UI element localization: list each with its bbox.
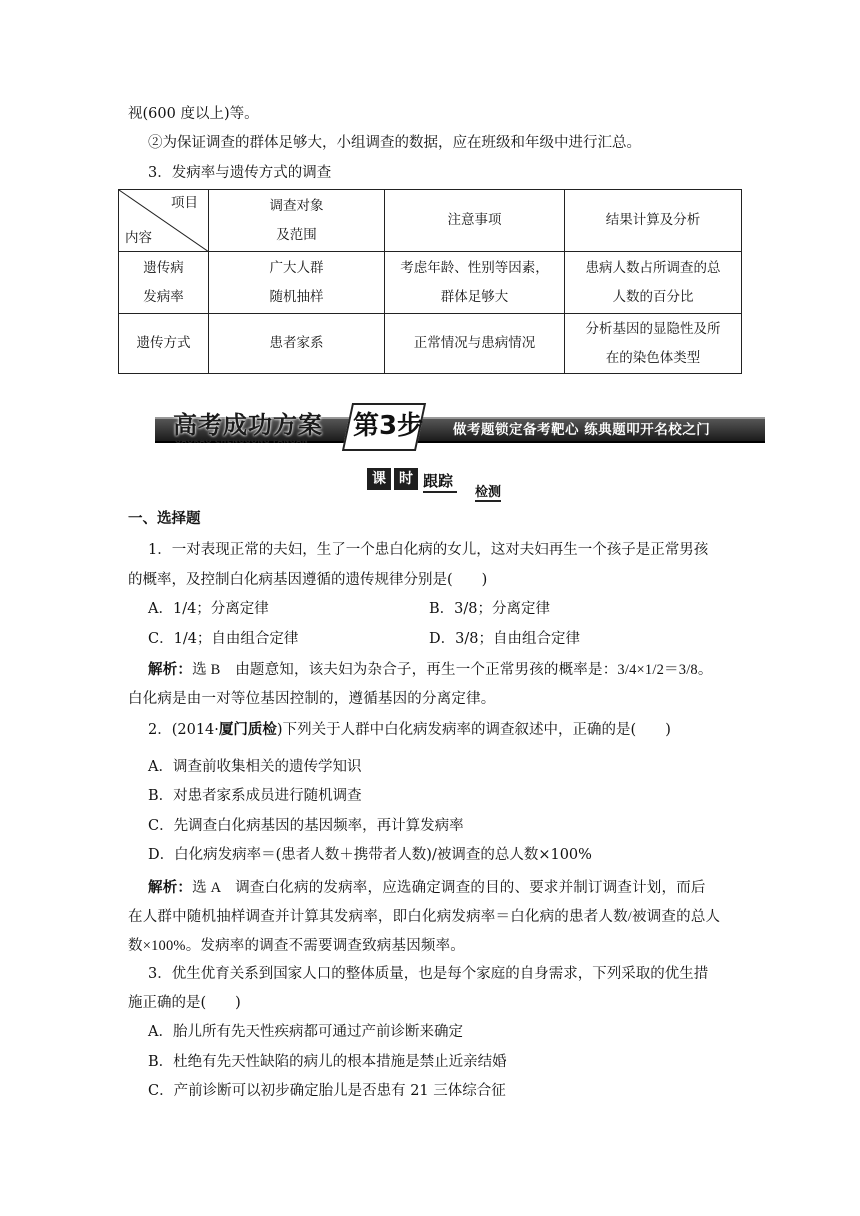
question-2-analysis-line: 在人群中随机抽样调查并计算其发病率，即白化病发病率＝白化病的患者人数/被调查的总人 <box>128 909 721 925</box>
table-cell: 患者家系 <box>209 314 385 374</box>
table-corner-cell <box>119 190 209 252</box>
question-1-line: 的概率，及控制白化病基因遵循的遗传规律分别是( ) <box>128 572 488 588</box>
table-row <box>119 314 742 374</box>
table-header-cell: 结果计算及分析 <box>565 190 742 252</box>
table-header-cell <box>209 190 385 252</box>
badge-char: 课 <box>367 468 391 490</box>
question-3-line: 3．优生优育关系到国家人口的整体质量，也是每个家庭的自身需求，下列采取的优生措 <box>148 966 709 982</box>
cell-line: 群体足够大 <box>440 288 509 305</box>
table-cell <box>565 252 742 314</box>
section-title: 一、选择题 <box>128 510 201 527</box>
question-3-option-a: A．胎儿所有先天性疾病都可通过产前诊断来确定 <box>148 1024 463 1040</box>
paragraph-line: ②为保证调查的群体足够大，小组调查的数据，应在班级和年级中进行汇总。 <box>148 135 641 151</box>
table-cell <box>385 252 565 314</box>
banner-part-label: 第3步 <box>353 411 424 441</box>
question-1-line: 1．一对表现正常的夫妇，生了一个患白化病的女儿，这对夫妇再生一个孩子是正常男孩 <box>148 542 709 558</box>
question-3-line: 施正确的是( ) <box>128 995 241 1011</box>
table-cell <box>209 252 385 314</box>
question-3-option-c: C．产前诊断可以初步确定胎儿是否患有 21 三体综合征 <box>148 1083 506 1099</box>
cell-line: 人数的百分比 <box>612 288 694 305</box>
survey-table <box>118 189 742 374</box>
banner-slogan: 做考题锁定备考靶心 练典题叩开名校之门 <box>453 422 711 438</box>
table-cell <box>119 252 209 314</box>
header-line: 及范围 <box>276 226 317 243</box>
analysis-text: 选 A 调查白化病的发病率，应选确定调查的目的、要求并制订调查计划，而后 <box>192 880 706 896</box>
banner-title: 高考成功方案 <box>173 411 323 439</box>
section-banner <box>155 403 765 449</box>
question-2-option-a: A．调查前收集相关的遗传学知识 <box>148 759 362 775</box>
table-cell <box>565 314 742 374</box>
table-cell: 遗传方式 <box>119 314 209 374</box>
question-1-option-d: D．3/8；自由组合定律 <box>429 631 580 647</box>
cell-line: 广大人群 <box>269 259 324 276</box>
cell-line: 分析基因的显隐性及所 <box>585 320 721 337</box>
question-2-stem <box>148 720 671 740</box>
header-line: 调查对象 <box>269 197 324 214</box>
corner-bottom-label: 内容 <box>125 230 152 246</box>
question-1-analysis <box>148 658 713 679</box>
question-2-prefix: 2．(2014· <box>148 722 219 738</box>
section-heading: 3．发病率与遗传方式的调查 <box>148 165 332 181</box>
badge-test-label: 检测 <box>475 481 501 502</box>
analysis-label: 解析： <box>148 880 193 896</box>
table-header-cell: 注意事项 <box>385 190 565 252</box>
question-1-option-c: C．1/4；自由组合定律 <box>148 631 299 647</box>
cell-line: 在的染色体类型 <box>605 349 701 366</box>
question-2-option-b: B．对患者家系成员进行随机调查 <box>148 788 362 804</box>
corner-top-label: 项目 <box>171 195 198 211</box>
question-2-analysis-line: 数×100%。发病率的调查不需要调查致病基因频率。 <box>128 938 466 954</box>
cell-line: 遗传病 <box>143 259 184 276</box>
question-2-analysis <box>148 876 706 897</box>
question-2-option-c: C．先调查白化病基因的基因频率，再计算发病率 <box>148 818 464 834</box>
analysis-text: 选 B 由题意知，该夫妇为杂合子，再生一个正常男孩的概率是：3/4×1/2＝3/8。 <box>192 662 713 678</box>
badge-track-label: 跟踪 <box>423 470 457 493</box>
analysis-label: 解析： <box>148 662 193 678</box>
cell-line: 随机抽样 <box>269 288 324 305</box>
question-2-option-d: D．白化病发病率＝(患者人数＋携带者人数)/被调查的总人数×100% <box>148 847 592 863</box>
question-1-option-b: B．3/8；分离定律 <box>429 601 550 617</box>
question-2-text: )下列关于人群中白化病发病率的调查叙述中，正确的是( ) <box>276 722 671 738</box>
table-row <box>119 252 742 314</box>
cell-line: 考虑年龄、性别等因素， <box>400 259 549 276</box>
badge-char: 时 <box>394 468 418 490</box>
practice-badge <box>367 466 527 500</box>
table-header-row <box>119 190 742 252</box>
cell-line: 患病人数占所调查的总 <box>585 259 721 276</box>
paragraph-line: 视(600 度以上)等。 <box>128 106 259 122</box>
question-3-option-b: B．杜绝有先天性缺陷的病儿的根本措施是禁止近亲结婚 <box>148 1054 507 1070</box>
question-2-source: 厦门质检 <box>218 721 277 738</box>
banner-pinyin: GAOKAO CHENGGONG FANGAN <box>175 437 309 445</box>
question-1-option-a: A．1/4；分离定律 <box>148 601 269 617</box>
question-1-analysis-line: 白化病是由一对等位基因控制的，遵循基因的分离定律。 <box>128 691 496 707</box>
cell-line: 发病率 <box>143 288 184 305</box>
table-cell: 正常情况与患病情况 <box>385 314 565 374</box>
